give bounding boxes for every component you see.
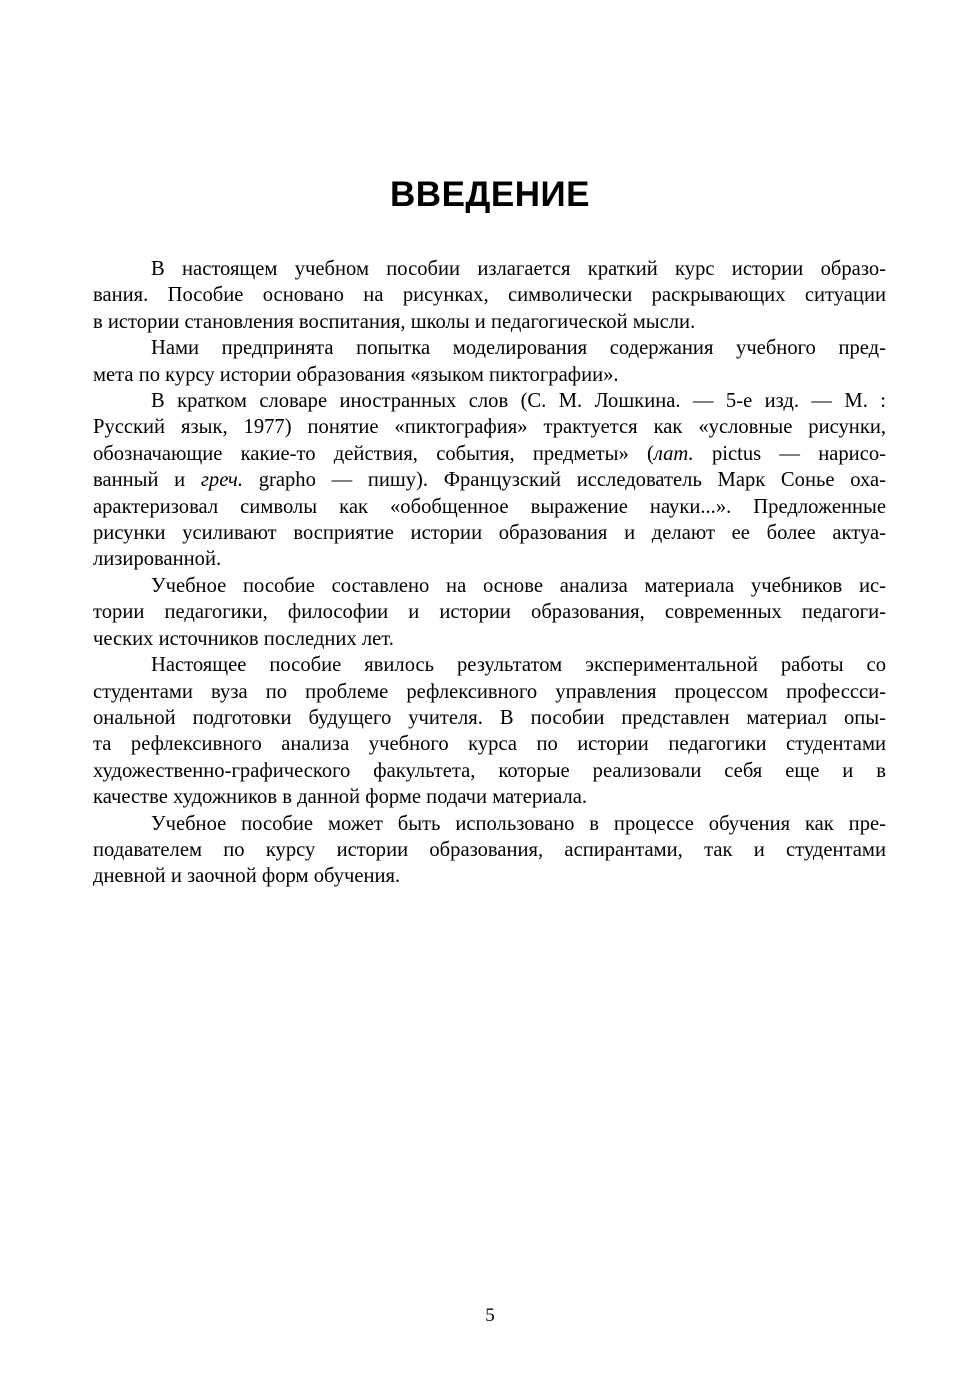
text-line: В кратком словаре иностранных слов (С. М. Лошкина. — 5-е изд. — М. : [151,390,886,413]
text-line: ональной подготовки будущего учителя. В пособии представлен материал опы- [93,706,886,729]
text-line: Учебное пособие составлено на основе анализа материала учебников ис- [151,574,886,597]
text-line: рисунки усиливают восприятие истории образования и делают ее более актуа- [93,522,886,545]
paragraph-3 [93,388,886,573]
text-line: вания. Пособие основано на рисунках, символически раскрывающих ситуации [93,284,886,307]
text-line: лизированной. [93,548,222,571]
text-segment: обозначающие какие-то действия, события, предметы» ( [93,442,654,465]
body-text [93,256,886,890]
text-line: в истории становления воспитания, школы и педагогической мысли. [93,310,696,333]
text-line: арактеризовал символы как «обобщенное выражение науки...». Предложенные [93,495,886,518]
text-line: Русский язык, 1977) понятие «пиктография» трактуется как «условные рисунки, [93,416,886,439]
paragraph-6 [93,811,886,890]
text-line: та рефлексивного анализа учебного курса по истории педагогики студентами [93,733,886,756]
text-line: мета по курсу истории образования «языком пиктографии». [93,363,619,386]
text-line: дневной и заочной форм обучения. [93,865,401,888]
text-segment: pictus — нарисо- [693,442,886,465]
text-line: качестве художников в данной форме подачи материала. [93,786,588,809]
italic-term: греч. [200,469,244,492]
text-line: художественно-графического факультета, которые реализовали себя еще и в [93,759,886,782]
italic-term: лат. [653,442,694,465]
text-line: ческих источников последних лет. [93,627,394,650]
paragraph-5 [93,652,886,810]
text-line: подавателем по курсу истории образования, аспирантами, так и студентами [93,838,886,861]
text-line: Учебное пособие может быть использовано в процессе обучения как пре- [151,812,886,835]
paragraph-1 [93,256,886,335]
page-number: 5 [485,1305,495,1326]
paragraph-2 [93,335,886,388]
text-line: тории педагогики, философии и истории образования, современных педагоги- [93,601,886,624]
text-line: В настоящем учебном пособии излагается краткий курс истории образо- [151,258,886,280]
text-segment: ванный и [93,469,201,492]
paragraph-4 [93,573,886,652]
text-line: Настоящее пособие явилось результатом экспериментальной работы со [151,654,886,677]
text-line: студентами вуза по проблеме рефлексивного управления процессом профессси- [93,680,886,703]
text-line: Нами предпринята попытка моделирования содержания учебного пред- [151,337,886,360]
text-segment: grapho — пишу). Французский исследователь Марк Сонье оха- [243,469,886,492]
page-title: ВВЕДЕНИЕ [390,175,590,214]
text-line-with-italic [93,467,886,493]
text-line-with-italic [93,441,886,467]
